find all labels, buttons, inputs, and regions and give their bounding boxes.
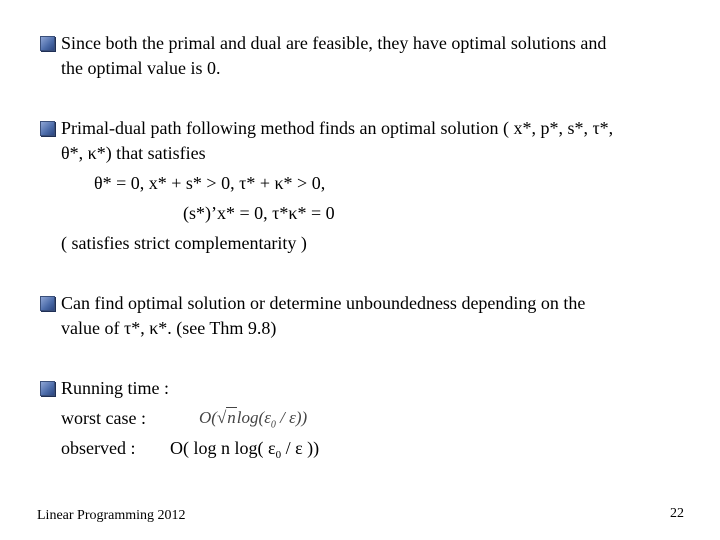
observed-formula-prefix: O( log n log( ε (170, 438, 276, 458)
observed-label: observed : (61, 438, 136, 458)
bullet-2-line-1: Primal-dual path following method finds an optimal solution ( x*, p*, s*, τ*, (61, 118, 614, 138)
bullet-2-line-2: θ*, κ*) that satisfies (61, 143, 206, 163)
observed-formula-suffix: / ε )) (281, 438, 320, 458)
footer-course-title: Linear Programming 2012 (37, 508, 186, 523)
condition-line-1: θ* = 0, x* + s* > 0, τ* + κ* > 0, (94, 173, 326, 193)
worst-case-formula-image: $O(√nlog(\varepsilon_0 / \varepsilon))$ (199, 408, 308, 431)
bullet-marker (40, 121, 55, 136)
observed-formula-subscript: 0 (275, 449, 282, 461)
observed-formula (170, 438, 320, 461)
bullet-1-line-1: Since both the primal and dual are feasible, they have optimal solutions and (61, 33, 607, 53)
bullet-4-line-1: Running time : (61, 378, 169, 398)
bullet-1-line-2: the optimal value is 0. (61, 58, 221, 78)
bullet-marker (40, 36, 55, 51)
bullet-marker (40, 381, 55, 396)
condition-line-2: (s*)’x* = 0, τ*κ* = 0 (183, 203, 335, 223)
bullet-marker (40, 296, 55, 311)
worst-case-label: worst case : (61, 408, 146, 428)
bullet-3-line-2: value of τ*, κ*. (see Thm 9.8) (61, 318, 277, 338)
bullet-3-line-1: Can find optimal solution or determine unboundedness depending on the (61, 293, 586, 313)
complementarity-note: ( satisfies strict complementarity ) (61, 233, 307, 253)
page-number: 22 (670, 506, 684, 521)
